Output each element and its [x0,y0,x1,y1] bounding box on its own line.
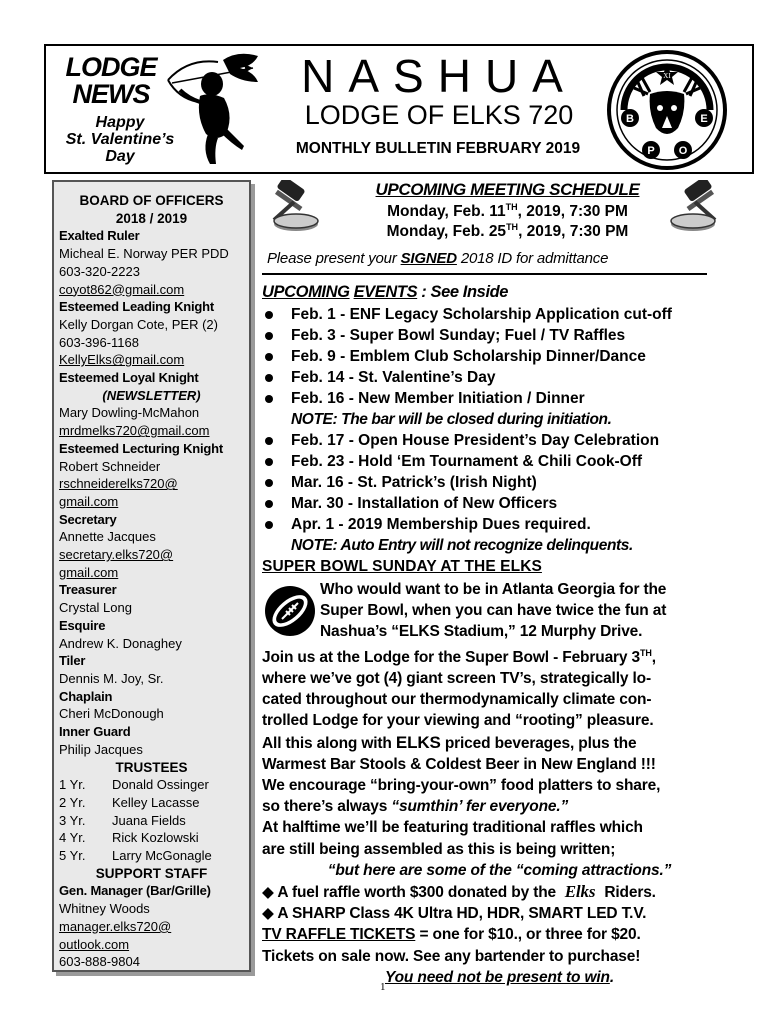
meeting-date-2: Monday, Feb. 25TH, 2019, 7:30 PM [386,222,629,241]
officer-name: Cheri McDonough [59,706,164,722]
trustee-name: Larry McGonagle [112,848,212,864]
staff-email-link[interactable]: manager.elks720@ [59,918,172,934]
page-number: 1 [380,981,386,993]
officer-name: Dennis M. Joy, Sr. [59,670,164,686]
svg-text:O: O [678,145,688,157]
article-line: Who would want to be in Atlanta Georgia for the [320,581,667,598]
article-line: so there’s always “sumthin’ fer everyone.” [262,798,569,816]
super-bowl-article [262,579,737,988]
staff-role: Gen. Manager (Bar/Grille) [59,883,211,899]
trustee-row [59,812,244,830]
trustee-name: Donald Ossinger [112,777,209,793]
trustee-term: 1 Yr. [59,777,86,793]
officer-name: Mary Dowling-McMahon [59,405,200,421]
officer-inner-guard [59,723,244,758]
officer-name: Crystal Long [59,600,132,616]
event-note: NOTE: The bar will be closed during initiation. [291,411,612,428]
article-line: “but here are some of the “coming attractions.” [327,861,672,879]
trustee-name: Kelley Lacasse [112,794,200,810]
officer-tiler [59,652,244,687]
upcoming-events-list [262,304,737,556]
article-line: are still being assembled as this is being written; [262,840,616,858]
officer-name: Robert Schneider [59,458,161,474]
lodge-city-title: NASHUA [301,50,577,102]
officer-role: Treasurer [59,582,117,598]
support-staff-heading: SUPPORT STAFF [95,865,208,881]
upcoming-events-title: UPCOMING EVENTS : See Inside [262,283,509,301]
trustee-row [59,829,244,847]
officer-role: Secretary [59,511,117,527]
event-item: Apr. 1 - 2019 Membership Dues required. [262,514,737,535]
trustee-name: Rick Kozlowski [112,830,199,846]
officer-loyal-knight [59,369,244,440]
trustee-term: 5 Yr. [59,848,86,864]
board-heading: BOARD OF OFFICERS [79,193,224,208]
officer-role: Inner Guard [59,724,131,740]
trustees-heading: TRUSTEES [115,759,188,775]
officer-esquire [59,617,244,652]
officer-role: Esquire [59,617,106,633]
article-line: Nashua’s “ELKS Stadium,” 12 Murphy Drive. [320,623,643,641]
svg-text:Elks: Elks [564,882,596,901]
article-line: At halftime we’ll be featuring traditional raffles which [262,819,643,837]
officer-email-link[interactable]: rschneiderelks720@ [59,476,178,492]
bulletin-date: MONTHLY BULLETIN FEBRUARY 2019 [295,140,581,157]
event-item: Mar. 30 - Installation of New Officers [262,493,737,514]
trustee-term: 2 Yr. [59,794,86,810]
raffle-fuel: ◆ A fuel raffle worth $300 donated by the Elks Riders. [262,882,656,901]
event-item: Feb. 9 - Emblem Club Scholarship Dinner/Dance [262,346,737,367]
svg-text:E: E [700,113,708,125]
officer-treasurer [59,581,244,616]
officer-name: Kelly Dorgan Cote, PER (2) [59,316,218,332]
board-years: 2018 / 2019 [115,210,188,226]
valentine-greeting: Happy St. Valentine’s Day [65,114,175,165]
event-note: NOTE: Auto Entry will not recognize delinquents. [291,537,633,554]
article-line: Super Bowl, when you can have twice the fun at [320,602,667,620]
staff-phone: 603-888-9804 [59,954,140,970]
article-line: cated throughout our thermodynamically climate con- [262,691,652,709]
event-item: Feb. 17 - Open House President’s Day Celebration [262,430,737,451]
meeting-schedule-title: UPCOMING MEETING SCHEDULE [375,180,640,199]
lodge-name: LODGE OF ELKS 720 [304,100,574,130]
officer-role: Esteemed Loyal Knight [59,370,199,386]
elks-script-logo-icon [560,881,600,901]
raffle-tv: ◆ A SHARP Class 4K Ultra HD, HDR, SMART LED T.V. [262,905,647,923]
bulletin-header [44,44,754,174]
officer-email-link[interactable]: gmail.com [59,493,119,509]
trustee-row [59,847,244,865]
officer-name: Micheal E. Norway PER PDD [59,246,229,262]
gavel-icon [264,180,322,236]
officer-leading-knight [59,298,244,369]
officer-email-link[interactable]: secretary.elks720@ [59,547,174,563]
svg-text:P: P [647,145,655,157]
lodge-news-title: LODGE NEWS [65,52,157,109]
officer-email-link[interactable]: coyot862@gmail.com [59,281,185,297]
event-item: Feb. 14 - St. Valentine’s Day [262,367,737,388]
officer-role: Esteemed Leading Knight [59,299,215,315]
officer-name: Philip Jacques [59,741,143,757]
event-item: Mar. 16 - St. Patrick’s (Irish Night) [262,472,737,493]
officer-role: Exalted Ruler [59,228,140,244]
article-line: Join us at the Lodge for the Super Bowl - February 3TH, [262,647,656,666]
svg-text:B: B [626,113,634,125]
presence-note: You need not be present to win. [384,968,615,986]
officer-role: Chaplain [59,688,113,704]
officer-phone: 603-396-1168 [59,334,139,350]
staff-name: Whitney Woods [59,901,150,917]
event-item: Feb. 3 - Super Bowl Sunday; Fuel / TV Raffles [262,325,737,346]
id-admittance-note: Please present your SIGNED 2018 ID for admittance [267,250,609,267]
article-line: trolled Lodge for your viewing and “rooting” pleasure. [262,712,654,730]
officer-lecturing-knight [59,440,244,511]
article-line: We encourage “bring-your-own” food platters to share, [262,776,661,794]
officer-role: Esteemed Lecturing Knight [59,440,224,456]
article-line: All this along with ELKS priced beverages, plus the [262,732,637,752]
ticket-sales-note: Tickets on sale now. See any bartender to purchase! [262,947,641,965]
officer-subtitle: (NEWSLETTER) [102,387,201,403]
event-item: Feb. 23 - Hold ‘Em Tournament & Chili Cook-Off [262,451,737,472]
super-bowl-title: SUPER BOWL SUNDAY AT THE ELKS [262,558,542,575]
elks-emblem-icon [606,48,728,172]
officer-email-link[interactable]: gmail.com [59,564,119,580]
officer-role: Tiler [59,653,86,669]
cupid-icon [158,50,273,168]
trustee-row [59,776,244,794]
svg-text:XI: XI [663,72,671,80]
staff-email-link[interactable]: outlook.com [59,936,130,952]
trustee-row [59,794,244,812]
trustee-term: 3 Yr. [59,812,86,828]
article-line: Warmest Bar Stools & Coldest Beer in New England !!! [262,755,656,773]
section-divider [262,273,707,275]
officer-name: Annette Jacques [59,529,156,545]
trustee-term: 4 Yr. [59,830,86,846]
board-of-officers-sidebar [52,180,251,972]
meeting-date-1: Monday, Feb. 11TH, 2019, 7:30 PM [387,202,628,221]
article-line: where we’ve got (4) giant screen TV’s, strategically lo- [262,669,651,687]
officer-email-link[interactable]: mrdmelks720@gmail.com [59,423,210,439]
officer-secretary [59,511,244,582]
event-item: Feb. 16 - New Member Initiation / Dinner [262,388,737,409]
officer-chaplain [59,688,244,723]
officer-name: Andrew K. Donaghey [59,635,182,651]
raffle-tickets: TV RAFFLE TICKETS = one for $10., or three for $20. [262,926,641,944]
officer-email-link[interactable]: KellyElks@gmail.com [59,352,185,368]
officer-phone: 603-320-2223 [59,263,140,279]
event-item: Feb. 1 - ENF Legacy Scholarship Application cut-off [262,304,737,325]
trustee-name: Juana Fields [112,812,186,828]
officer-exalted-ruler [59,227,244,298]
